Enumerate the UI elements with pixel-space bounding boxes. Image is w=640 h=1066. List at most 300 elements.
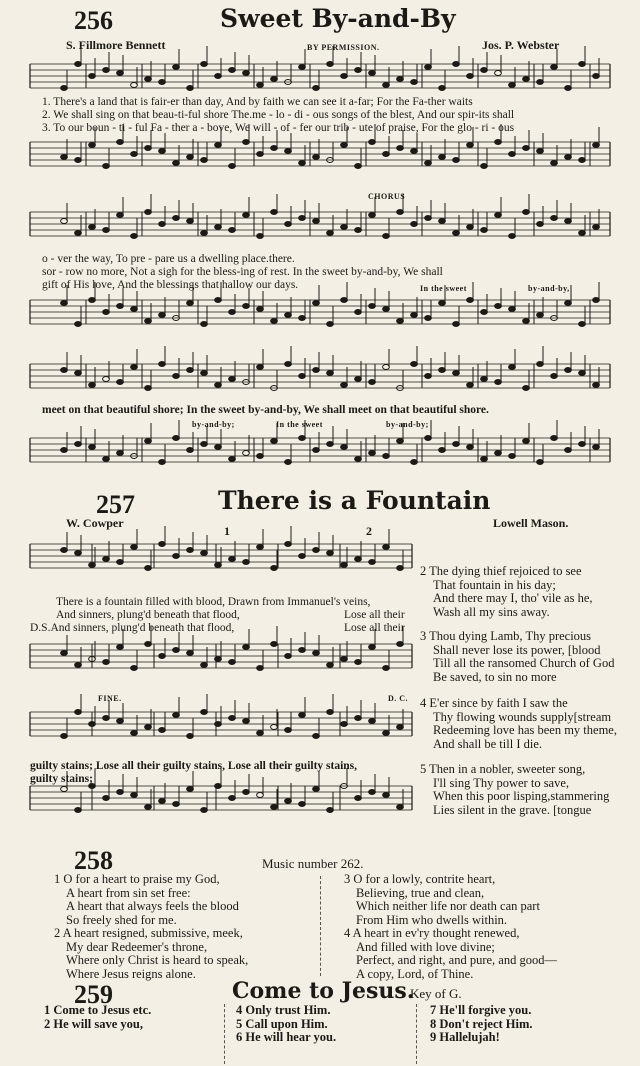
- note-head: [313, 86, 320, 91]
- note-head: [103, 228, 110, 233]
- note-head: [131, 234, 138, 239]
- hymn-257-number: 257: [96, 490, 135, 519]
- note-head: [411, 313, 418, 318]
- note-head: [383, 793, 390, 798]
- note-head: [565, 86, 572, 91]
- note-head: [327, 371, 334, 376]
- note-head: [229, 164, 236, 169]
- note-head: [313, 787, 320, 792]
- second-ending-mark: 2: [366, 524, 372, 538]
- note-head: [271, 146, 278, 151]
- hymn-257-verse-4: 4 E'er since by faith I saw the Thy flowing wounds supply[stream Redeeming love has been my theme, And shall be till I die.: [420, 696, 617, 751]
- note-head: [341, 657, 348, 662]
- hymn-256-author: S. Fillmore Bennett: [66, 38, 166, 52]
- note-head: [103, 377, 110, 382]
- note-head: [271, 439, 278, 444]
- hymn-258-left-verses: 1 O for a heart to praise my God, A heart from sin set free: A heart that always feels the blood So freely shed for me. 2 A heart resigned, submissive, meek, My dear Redeemer's throne, Where only Christ is heard to speak, Where Jesus reigns alone.: [54, 872, 249, 981]
- note-head: [159, 149, 166, 154]
- note-head: [285, 222, 292, 227]
- note-head: [383, 152, 390, 157]
- note-head: [117, 790, 124, 795]
- note-head: [327, 710, 334, 715]
- note-head: [103, 68, 110, 73]
- note-head: [425, 161, 432, 166]
- note-head: [159, 222, 166, 227]
- note-head: [579, 371, 586, 376]
- note-head: [481, 68, 488, 73]
- bass-cue-3: by-and-by;: [192, 420, 235, 429]
- note-head: [509, 307, 516, 312]
- note-head: [383, 365, 390, 370]
- note-head: [173, 554, 180, 559]
- note-head: [131, 365, 138, 370]
- note-head: [201, 371, 208, 376]
- note-head: [89, 74, 96, 79]
- note-head: [173, 802, 180, 807]
- note-head: [187, 301, 194, 306]
- note-head: [565, 448, 572, 453]
- note-head: [145, 439, 152, 444]
- note-head: [201, 62, 208, 67]
- note-head: [229, 377, 236, 382]
- note-head: [453, 371, 460, 376]
- note-head: [523, 439, 530, 444]
- note-head: [523, 386, 530, 391]
- note-head: [131, 545, 138, 550]
- note-head: [593, 383, 600, 388]
- note-head: [313, 548, 320, 553]
- note-head: [523, 210, 530, 215]
- note-head: [397, 566, 404, 571]
- note-head: [509, 152, 516, 157]
- note-head: [355, 457, 362, 462]
- note-head: [299, 161, 306, 166]
- note-head: [215, 383, 222, 388]
- note-head: [411, 222, 418, 227]
- hymn-256-lyric-line-2: 2. We shall sing on that beau-ti-ful shore The.me - lo - di - ous songs of the blest, And our spir-its shall: [42, 109, 515, 121]
- hymn-259-key: Key of G.: [410, 986, 462, 1001]
- note-head: [313, 219, 320, 224]
- note-head: [229, 457, 236, 462]
- note-head: [75, 663, 82, 668]
- note-head: [131, 793, 138, 798]
- note-head: [229, 660, 236, 665]
- note-head: [341, 383, 348, 388]
- note-head: [299, 554, 306, 559]
- note-head: [243, 213, 250, 218]
- note-head: [355, 310, 362, 315]
- note-head: [579, 231, 586, 236]
- note-head: [145, 146, 152, 151]
- note-head: [467, 143, 474, 148]
- hymn-257-lyric-c: D.S.And sinners, plung'd beneath that flood,: [30, 622, 235, 634]
- note-head: [355, 796, 362, 801]
- note-head: [285, 460, 292, 465]
- note-head: [215, 445, 222, 450]
- hymn-256-lyric-line-5: sor - row no more, Not a sigh for the bless-ing of rest. In the sweet by-and-by, We shall: [42, 266, 443, 278]
- note-head: [369, 790, 376, 795]
- hymn-259-col-2: 4 Only trust Him. 5 Call upon Him. 6 He will hear you.: [236, 1003, 337, 1044]
- note-head: [271, 566, 278, 571]
- note-head: [215, 563, 222, 568]
- music-reference: Music number 262.: [262, 856, 364, 871]
- note-head: [145, 805, 152, 810]
- chorus-label: CHORUS: [368, 192, 406, 201]
- note-head: [425, 374, 432, 379]
- note-head: [327, 322, 334, 327]
- note-head: [159, 460, 166, 465]
- note-head: [187, 219, 194, 224]
- column-divider: [320, 876, 321, 976]
- note-head: [257, 307, 264, 312]
- note-head: [75, 158, 82, 163]
- note-head: [159, 313, 166, 318]
- hymn-257-lyric-b-end: Lose all their: [344, 609, 405, 621]
- bass-cue-4: In the sweet: [276, 420, 323, 429]
- hymn-256-lyric-line-4: o - ver the way, To pre - pare us a dwelling place.there.: [42, 253, 295, 265]
- note-head: [159, 654, 166, 659]
- note-head: [467, 74, 474, 79]
- bass-cue-5: by-and-by;: [386, 420, 429, 429]
- note-head: [495, 140, 502, 145]
- note-head: [159, 799, 166, 804]
- note-head: [551, 436, 558, 441]
- note-head: [411, 362, 418, 367]
- note-head: [355, 716, 362, 721]
- note-head: [75, 551, 82, 556]
- note-head: [117, 71, 124, 76]
- note-head: [481, 228, 488, 233]
- note-head: [327, 808, 334, 813]
- note-head: [243, 719, 250, 724]
- note-head: [215, 298, 222, 303]
- hymn-257-verse-5: 5 Then in a nobler, sweeter song, I'll sing Thy power to save, When this poor lisping,stammering Lies silent in the grave. [tongue: [420, 762, 610, 817]
- hymn-257-lyric-e: guilty stains;: [30, 773, 93, 785]
- hymn-257-verse-3: 3 Thou dying Lamb, Thy precious Shall never lose its power, [blood Till all the ransomed Church of God Be saved, to sin no more: [420, 629, 615, 684]
- note-head: [495, 213, 502, 218]
- note-head: [383, 83, 390, 88]
- note-head: [341, 298, 348, 303]
- note-head: [243, 560, 250, 565]
- note-head: [257, 234, 264, 239]
- note-head: [425, 216, 432, 221]
- note-head: [75, 371, 82, 376]
- note-head: [61, 301, 68, 306]
- note-head: [369, 213, 376, 218]
- note-head: [229, 68, 236, 73]
- note-head: [537, 313, 544, 318]
- hymn-257-lyric-b: And sinners, plung'd beneath that flood,: [56, 609, 240, 621]
- note-head: [257, 454, 264, 459]
- note-head: [467, 298, 474, 303]
- hymn-257-author: W. Cowper: [66, 516, 124, 530]
- note-head: [439, 448, 446, 453]
- note-head: [299, 316, 306, 321]
- note-head: [383, 234, 390, 239]
- note-head: [313, 155, 320, 160]
- note-head: [313, 651, 320, 656]
- note-head: [551, 65, 558, 70]
- note-head: [537, 149, 544, 154]
- note-head: [75, 322, 82, 327]
- note-head: [523, 319, 530, 324]
- note-head: [215, 225, 222, 230]
- note-head: [271, 319, 278, 324]
- note-head: [495, 71, 502, 76]
- note-head: [117, 213, 124, 218]
- note-head: [355, 557, 362, 562]
- hymn-256-title: Sweet By-and-By: [220, 4, 456, 33]
- note-head: [103, 557, 110, 562]
- note-head: [285, 728, 292, 733]
- note-head: [593, 298, 600, 303]
- note-head: [453, 231, 460, 236]
- note-head: [383, 307, 390, 312]
- note-head: [299, 216, 306, 221]
- hymn-257-lyric-a: There is a fountain filled with blood, Drawn from Immanuel's veins,: [56, 596, 371, 608]
- note-head: [187, 155, 194, 160]
- note-head: [481, 310, 488, 315]
- note-head: [145, 319, 152, 324]
- note-head: [299, 65, 306, 70]
- note-head: [145, 77, 152, 82]
- permission-note: BY PERMISSION.: [307, 43, 380, 52]
- note-head: [215, 784, 222, 789]
- note-head: [411, 149, 418, 154]
- note-head: [117, 304, 124, 309]
- column-divider-3: [416, 1004, 417, 1064]
- note-head: [495, 451, 502, 456]
- note-head: [509, 83, 516, 88]
- note-head: [75, 231, 82, 236]
- note-head: [355, 660, 362, 665]
- note-head: [173, 216, 180, 221]
- note-head: [285, 362, 292, 367]
- note-head: [565, 155, 572, 160]
- note-head: [243, 71, 250, 76]
- note-head: [481, 457, 488, 462]
- note-head: [579, 442, 586, 447]
- note-head: [271, 725, 278, 730]
- note-head: [201, 663, 208, 668]
- note-head: [187, 734, 194, 739]
- note-head: [201, 322, 208, 327]
- note-head: [579, 322, 586, 327]
- note-head: [103, 164, 110, 169]
- note-head: [173, 648, 180, 653]
- note-head: [313, 734, 320, 739]
- note-head: [131, 152, 138, 157]
- note-head: [229, 796, 236, 801]
- note-head: [131, 731, 138, 736]
- note-head: [425, 316, 432, 321]
- note-head: [397, 77, 404, 82]
- note-head: [453, 442, 460, 447]
- hymn-257-lyric-d: guilty stains; Lose all their guilty stains, Lose all their guilty stains,: [30, 760, 358, 772]
- note-head: [439, 301, 446, 306]
- note-head: [215, 657, 222, 662]
- note-head: [187, 651, 194, 656]
- hymn-257-composer: Lowell Mason.: [493, 516, 569, 530]
- note-head: [341, 563, 348, 568]
- note-head: [117, 140, 124, 145]
- note-head: [159, 362, 166, 367]
- note-head: [369, 71, 376, 76]
- note-head: [341, 143, 348, 148]
- note-head: [285, 542, 292, 547]
- note-head: [117, 451, 124, 456]
- note-head: [257, 83, 264, 88]
- note-head: [103, 310, 110, 315]
- note-head: [61, 86, 68, 91]
- note-head: [383, 545, 390, 550]
- note-head: [89, 445, 96, 450]
- note-head: [495, 380, 502, 385]
- note-head: [145, 386, 152, 391]
- note-head: [327, 62, 334, 67]
- note-head: [75, 808, 82, 813]
- dc-mark: D. C.: [388, 694, 409, 703]
- note-head: [271, 642, 278, 647]
- note-head: [257, 365, 264, 370]
- hymn-256-lyric-line-3: 3. To our boun - ti - ful Fa - ther a - bove, We will - of - fer our trib - ute of praise, For the glo - ri - ous: [42, 122, 515, 134]
- note-head: [243, 451, 250, 456]
- note-head: [397, 725, 404, 730]
- note-head: [453, 158, 460, 163]
- note-head: [61, 368, 68, 373]
- note-head: [285, 313, 292, 318]
- bass-cue-1: In the sweet: [420, 284, 467, 293]
- note-head: [579, 62, 586, 67]
- note-head: [103, 457, 110, 462]
- note-head: [355, 164, 362, 169]
- note-head: [89, 722, 96, 727]
- note-head: [411, 460, 418, 465]
- note-head: [467, 225, 474, 230]
- note-head: [313, 448, 320, 453]
- note-head: [61, 219, 68, 224]
- note-head: [369, 140, 376, 145]
- note-head: [75, 710, 82, 715]
- note-head: [369, 645, 376, 650]
- note-head: [439, 368, 446, 373]
- note-head: [89, 143, 96, 148]
- note-head: [299, 802, 306, 807]
- note-head: [439, 219, 446, 224]
- note-head: [173, 65, 180, 70]
- note-head: [131, 83, 138, 88]
- note-head: [313, 301, 320, 306]
- note-head: [509, 234, 516, 239]
- note-head: [257, 545, 264, 550]
- note-head: [243, 304, 250, 309]
- note-head: [523, 146, 530, 151]
- note-head: [537, 460, 544, 465]
- note-head: [187, 448, 194, 453]
- note-head: [187, 368, 194, 373]
- note-head: [75, 442, 82, 447]
- note-head: [565, 219, 572, 224]
- note-head: [341, 722, 348, 727]
- note-head: [75, 62, 82, 67]
- note-head: [593, 143, 600, 148]
- note-head: [229, 557, 236, 562]
- note-head: [425, 65, 432, 70]
- note-head: [159, 728, 166, 733]
- note-head: [271, 805, 278, 810]
- note-head: [593, 74, 600, 79]
- note-head: [117, 645, 124, 650]
- note-head: [243, 140, 250, 145]
- hymn-256-lyric-line-7: meet on that beautiful shore; In the sweet by-and-by, We shall meet on that beautiful shore.: [42, 404, 489, 416]
- note-head: [61, 548, 68, 553]
- note-head: [341, 74, 348, 79]
- fine-mark: FINE.: [98, 694, 122, 703]
- hymn-259-col-1: 1 Come to Jesus etc. 2 He will save you,: [44, 1003, 152, 1031]
- note-head: [341, 225, 348, 230]
- note-head: [103, 796, 110, 801]
- note-head: [117, 719, 124, 724]
- note-head: [117, 560, 124, 565]
- note-head: [327, 663, 334, 668]
- note-head: [257, 666, 264, 671]
- note-head: [537, 362, 544, 367]
- note-head: [397, 439, 404, 444]
- note-head: [453, 62, 460, 67]
- note-head: [229, 310, 236, 315]
- note-head: [285, 799, 292, 804]
- note-head: [481, 377, 488, 382]
- note-head: [159, 80, 166, 85]
- note-head: [551, 161, 558, 166]
- note-head: [397, 146, 404, 151]
- hymn-257-title: There is a Fountain: [218, 486, 491, 515]
- note-head: [159, 542, 166, 547]
- note-head: [299, 648, 306, 653]
- note-head: [89, 225, 96, 230]
- note-head: [467, 383, 474, 388]
- note-head: [201, 808, 208, 813]
- note-head: [313, 368, 320, 373]
- note-head: [439, 86, 446, 91]
- note-head: [61, 734, 68, 739]
- note-head: [369, 380, 376, 385]
- first-ending-mark: 1: [224, 524, 230, 538]
- note-head: [243, 790, 250, 795]
- note-head: [369, 451, 376, 456]
- note-head: [173, 436, 180, 441]
- note-head: [187, 787, 194, 792]
- note-head: [341, 445, 348, 450]
- note-head: [425, 436, 432, 441]
- note-head: [397, 805, 404, 810]
- hymn-256-lyric-line-1: 1. There's a land that is fair-er than day, And by faith we can see it a-far; For the Fa-ther waits: [42, 96, 473, 108]
- note-head: [355, 68, 362, 73]
- note-head: [369, 304, 376, 309]
- note-head: [215, 722, 222, 727]
- note-head: [383, 454, 390, 459]
- note-head: [299, 436, 306, 441]
- note-head: [257, 152, 264, 157]
- note-head: [397, 210, 404, 215]
- note-head: [201, 231, 208, 236]
- note-head: [215, 74, 222, 79]
- note-head: [397, 319, 404, 324]
- note-head: [411, 80, 418, 85]
- note-head: [355, 228, 362, 233]
- note-head: [271, 210, 278, 215]
- hymn-259-number: 259: [74, 980, 113, 1009]
